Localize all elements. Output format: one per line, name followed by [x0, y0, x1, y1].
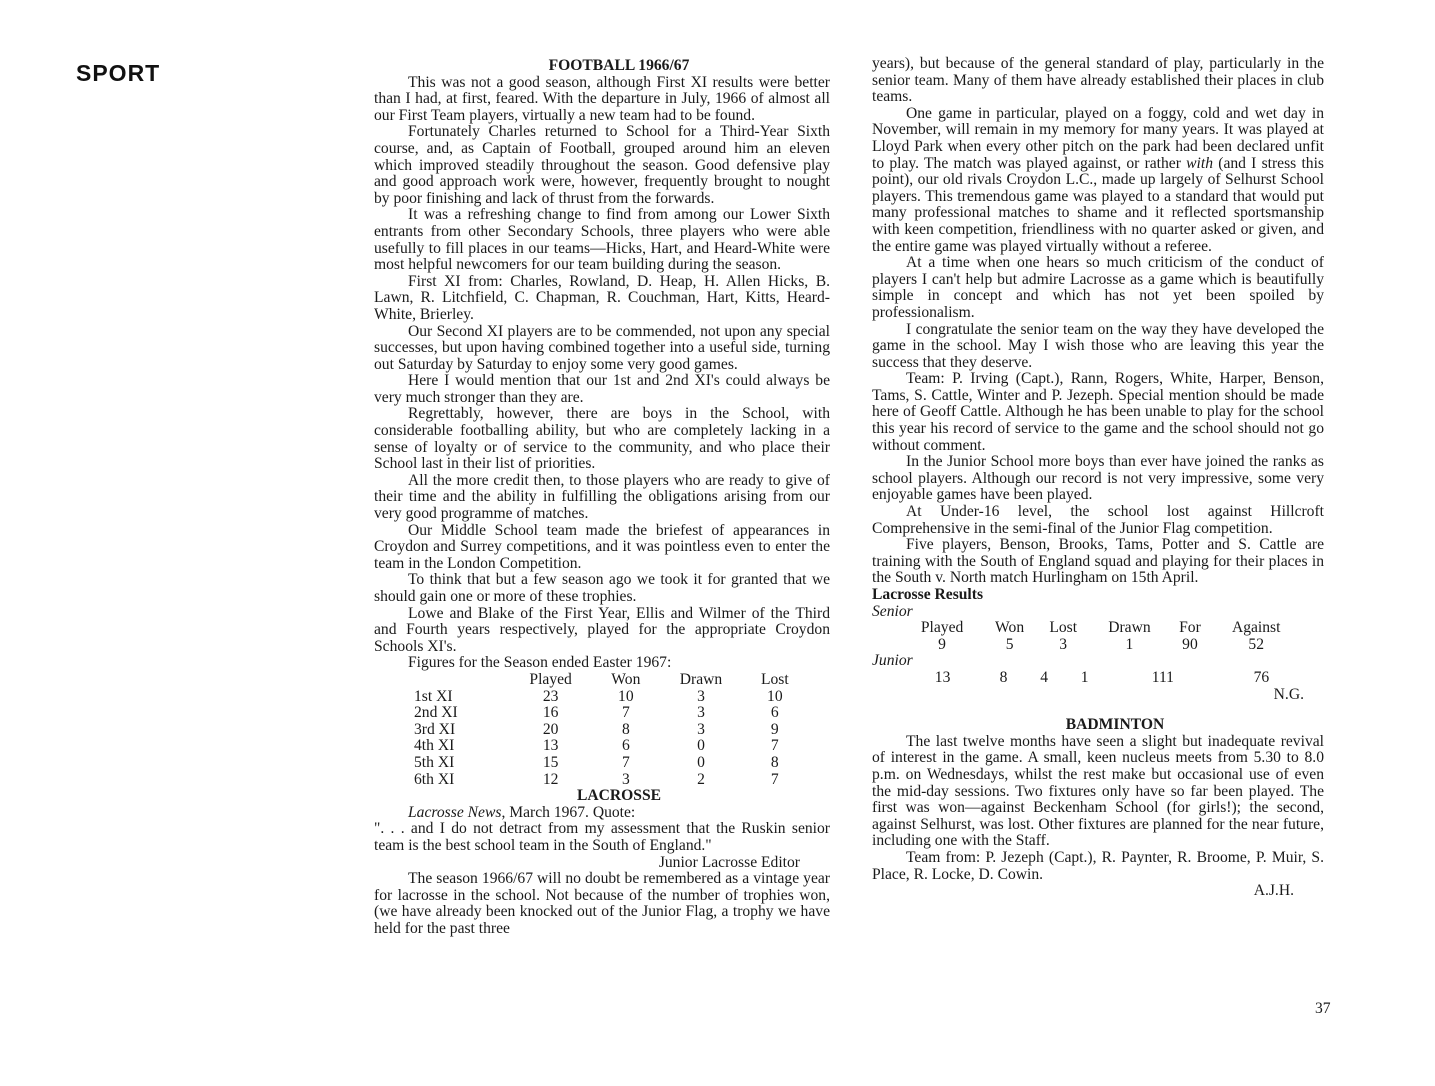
table-cell: 2	[697, 770, 705, 788]
table-row	[902, 670, 1302, 687]
table-cell: 16	[542, 704, 559, 722]
table-header: Against	[1231, 619, 1281, 637]
table-cell: 2nd XI	[414, 704, 458, 722]
junior-label: Junior	[872, 652, 913, 670]
table-row	[414, 705, 804, 722]
table-header: Lost	[760, 670, 789, 688]
table-cell: 7	[770, 770, 779, 788]
paragraph: Our Middle School team made the briefest of appearances in Croydon and Surrey competitions, and it was pointless even to enter the team in the London Competition.	[374, 521, 830, 572]
table-header: Won	[611, 670, 641, 688]
table-row	[902, 637, 1302, 654]
paragraph: Five players, Benson, Brooks, Tams, Potter and S. Cattle are training with the South of England squad and playing for their places in the South v. North match Hurlingham on 15th April.	[872, 536, 1324, 587]
football-title: FOOTBALL 1966/67	[548, 57, 690, 74]
paragraph: All the more credit then, to those players who are ready to give of their time and the ability in fulfilling the obligations arising from our very good programme of matches.	[374, 471, 830, 523]
paragraph: years), but because of the general standard of play, particularly in the senior team. Many of them have already established their places in club teams.	[872, 55, 1324, 106]
table-cell: 23	[542, 687, 559, 705]
paragraph: This was not a good season, although First XI results were better than I had, at first, feared. With the departure in July, 1966 of almost all our First Team players, virtually a new team had to be found.	[374, 73, 830, 124]
senior-label: Senior	[872, 602, 913, 620]
paragraph: Regrettably, however, there are boys in the School, with considerable footballing ability, but who are completely lacking in a sense of loyalty or of service to the community, and who place their School last in their list of priorities.	[374, 405, 830, 473]
table-cell: 3	[697, 687, 705, 705]
table-header	[414, 672, 506, 689]
paragraph: Figures for the Season ended Easter 1967:	[408, 654, 672, 672]
paragraph: Team from: P. Jezeph (Capt.), R. Paynter, R. Broome, P. Muir, S. Place, R. Locke, D. Cowin.	[872, 848, 1324, 883]
table-row	[414, 689, 804, 706]
table-cell: 13	[542, 737, 559, 755]
paragraph: At Under-16 level, the school lost against Hillcroft Comprehensive in the semi-final of the Junior Flag competition.	[872, 503, 1324, 537]
table-cell: 3	[697, 704, 705, 722]
table-cell: 10	[618, 687, 634, 705]
table-cell: 1st XI	[414, 687, 453, 705]
table-cell: 0	[697, 753, 705, 771]
table-cell: 5	[1005, 635, 1014, 653]
table-cell: 4th XI	[414, 737, 455, 755]
table-cell: 1	[1125, 635, 1134, 653]
table-cell: 9	[770, 720, 779, 738]
table-header: Played	[529, 670, 572, 688]
table-cell: 1	[1080, 668, 1089, 686]
table-cell: 10	[767, 687, 783, 705]
lacrosse-junior-table	[902, 670, 1302, 687]
lacrosse-title: LACROSSE	[576, 787, 662, 805]
paragraph: Team: P. Irving (Capt.), Rann, Rogers, White, Harper, Benson, Tams, S. Cattle, Winter and P. Jezeph. Special mention should be made here of Geoff Cattle. Although he has been unable to play for the school this year his record of service to the game and the school should not go without comment.	[872, 370, 1324, 454]
paragraph: To think that but a few season ago we took it for granted that we should gain one or more of these trophies.	[374, 571, 830, 605]
publication-name: Lacrosse News	[408, 803, 502, 821]
paragraph: The season 1966/67 will no doubt be remembered as a vintage year for lacrosse in the school. Not because of the number of trophies won, (we have already been knocked out of the Junior Flag, a trophy we have held for the past three	[374, 870, 830, 937]
table-cell: 52	[1248, 635, 1264, 653]
table-cell: 3	[621, 770, 630, 788]
table-cell: 7	[770, 737, 779, 755]
table-cell: 20	[542, 720, 559, 738]
table-header: Won	[995, 619, 1025, 637]
table-cell: 0	[697, 737, 705, 755]
table-cell: 3	[1059, 635, 1068, 653]
paragraph: It was a refreshing change to find from among our Lower Sixth entrants from other Secondary Schools, three players who were able usefully to fill places in our teams—Hicks, Hart, and Heard-White were most helpful newcomers for our team building during the season.	[374, 206, 830, 274]
table-cell: 7	[621, 753, 630, 771]
table-cell: 5th XI	[414, 753, 455, 771]
table-cell: 12	[542, 770, 559, 788]
text-run: One game in particular, played on a foggy, cold and wet day in November, will remain in my memory for many years. It was played at Lloyd Park when every other pitch on the park had been declared unfit to play. The match was played against, or rather	[872, 104, 1324, 172]
text-run: with	[1186, 154, 1214, 172]
table-cell: 13	[934, 668, 951, 686]
left-column	[374, 58, 830, 937]
section-label: SPORT	[76, 60, 161, 86]
table-cell: 8	[770, 753, 779, 771]
table-header: For	[1179, 619, 1201, 637]
lacrosse-quote: ". . . and I do not detract from my assessment that the Ruskin senior team is the best school team in the South of England."	[374, 820, 830, 854]
table-header: Lost	[1049, 619, 1078, 637]
right-column	[872, 56, 1324, 900]
paragraph: Lowe and Blake of the First Year, Ellis and Wilmer of the Third and Fourth years respectively, played for the appropriate Croydon Schools XI's.	[374, 604, 830, 655]
table-cell: 4	[1040, 668, 1048, 686]
table-cell: 7	[621, 704, 630, 722]
table-cell: 111	[1151, 668, 1174, 686]
paragraph: First XI from: Charles, Rowland, D. Heap, H. Allen Hicks, B. Lawn, R. Litchfield, C. Chapman, R. Couchman, Hart, Kitts, Heard-White, Brierley.	[374, 272, 830, 323]
text-run: (and I stress this point), our old rivals Croydon L.C., made up largely of Selhurst School players. This tremendous game was played to a standard that would put many professional matches to shame and it reflected sportsmanship with keen competition, friendliness with no quarter asked or given, and the entire game was played virtually without a referee.	[872, 154, 1324, 255]
quote-source-date: , March 1967. Quote:	[501, 803, 636, 821]
paragraph: The last twelve months have seen a slight but inadequate revival of interest in the game. A small, keen nucleus meets from 5.30 to 8.0 p.m. on Wednesdays, whilst the rest make but occasional use of even the mid-day sessions. Two fixtures only have so far been played. The first was won—against Beckenham School (for girls!); the second, against Selhurst, was lost. Other fixtures are planned for the near future, including one with the Staff.	[872, 732, 1324, 850]
table-cell: 76	[1253, 668, 1270, 686]
lacrosse-results-title: Lacrosse Results	[872, 586, 984, 603]
table-cell: 3rd XI	[414, 720, 456, 738]
table-row	[414, 722, 804, 739]
table-header: Played	[920, 619, 964, 637]
table-cell: 8	[999, 668, 1008, 686]
paragraph: At a time when one hears so much criticism of the conduct of players I can't help but admire Lacrosse as a game which is beautifully simple in concept and which has not yet been spoiled by professionalism.	[872, 254, 1324, 321]
paragraph: Here I would mention that our 1st and 2nd XI's could always be very much stronger than they are.	[374, 372, 830, 406]
table-cell: 90	[1182, 635, 1198, 653]
table-cell: 9	[938, 635, 946, 653]
page-number: 37	[1315, 1000, 1331, 1017]
football-results-table	[414, 672, 804, 788]
lacrosse-quote-source	[374, 805, 830, 822]
table-cell: 3	[697, 720, 705, 738]
lacrosse-signature: N.G.	[1273, 685, 1304, 703]
table-row	[414, 772, 804, 789]
table-cell: 15	[542, 753, 559, 771]
table-row	[414, 738, 804, 755]
table-cell: 6	[621, 737, 630, 755]
paragraph: Fortunately Charles returned to School for a Third-Year Sixth course, and, as Captain of Football, grouped around him an eleven which improved steadily throughout the season. Good defensive play and good approach work were, however, frequently brought to nought by poor finishing and lack of thrust from the forwards.	[374, 123, 830, 207]
paragraph: I congratulate the senior team on the way they have developed the game in the school. May I wish those who are leaving this year the success that they deserve.	[872, 320, 1324, 371]
table-header: Drawn	[1108, 619, 1151, 637]
table-cell: 8	[621, 720, 630, 738]
badminton-signature: A.J.H.	[1253, 882, 1294, 900]
paragraph: In the Junior School more boys than ever have joined the ranks as school players. Although our record is not very impressive, some very enjoyable games have been played.	[872, 453, 1324, 504]
table-header: Drawn	[679, 670, 723, 688]
quote-attribution: Junior Lacrosse Editor	[658, 853, 800, 871]
table-cell: 6	[770, 704, 779, 722]
paragraph	[872, 106, 1324, 255]
table-cell: 6th XI	[414, 770, 455, 788]
badminton-title: BADMINTON	[1065, 716, 1165, 734]
paragraph: Our Second XI players are to be commended, not upon any special successes, but upon having combined together into a useful side, turning out Saturday by Saturday to enjoy some very good games.	[374, 322, 830, 373]
table-row	[414, 755, 804, 772]
lacrosse-senior-table	[902, 620, 1302, 653]
